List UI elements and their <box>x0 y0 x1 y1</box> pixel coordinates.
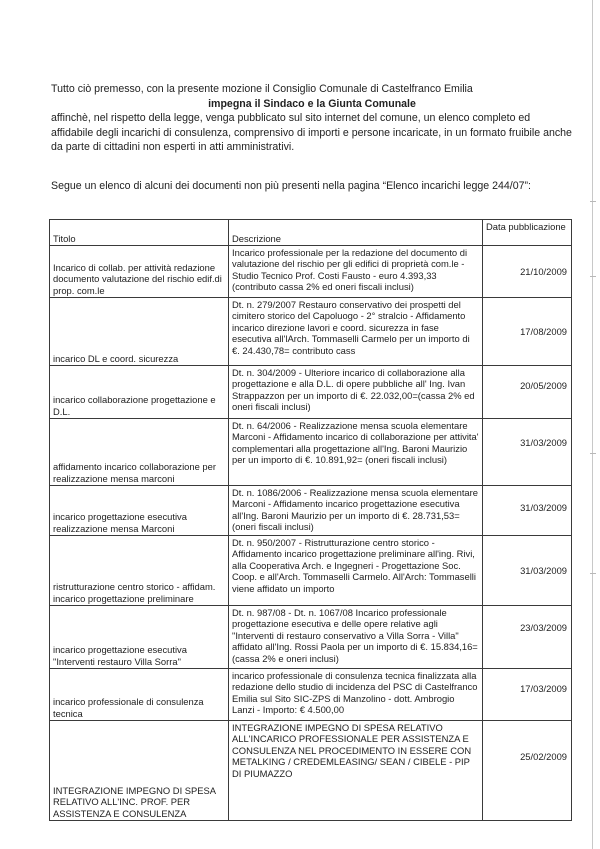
table-row <box>50 536 572 606</box>
cell-titolo: incarico professionale di consulenza tecnica <box>50 669 229 721</box>
cell-data: 20/05/2009 <box>483 366 572 419</box>
scan-edge-tick <box>590 573 596 574</box>
table-row <box>50 366 572 419</box>
cell-titolo: affidamento incarico collaborazione per realizzazione mensa marconi <box>50 419 229 486</box>
cell-descrizione: Dt. n. 987/08 - Dt. n. 1067/08 Incarico professionale progettazione esecutiva e delle opere relative agli "Interventi di restauro conservativo a Villa Sorra - Villa" affidato all'Ing. Rossi Paola per un importo di €. 15.834,16= (cassa 2% e oneri inclusi) <box>229 606 483 669</box>
cell-data: 17/03/2009 <box>483 669 572 721</box>
cell-descrizione: Dt. n. 64/2006 - Realizzazione mensa scuola elementare Marconi - Affidamento incarico di collaborazione per attivita' complementari alla progettazione all'Ing. Baroni Maurizio per un importo di €. 10.891,92= (oneri fiscali inclusi) <box>229 419 483 486</box>
table-row <box>50 246 572 298</box>
table-row <box>50 721 572 821</box>
cell-data: 17/08/2009 <box>483 298 572 366</box>
cell-titolo: incarico DL e coord. sicurezza <box>50 298 229 366</box>
scan-edge-line <box>592 0 593 849</box>
cell-data: 21/10/2009 <box>483 246 572 298</box>
cell-descrizione: INTEGRAZIONE IMPEGNO DI SPESA RELATIVO ALL'INCARICO PROFESSIONALE PER ASSISTENZA E CONSULENZA NEL PROCEDIMENTO IN ESSERE CON METALKING / CREDEMLEASING/ SEAN / CIBELE - PIP DI PIUMAZZO <box>229 721 483 821</box>
cell-data: 31/03/2009 <box>483 486 572 536</box>
cell-descrizione: Dt. n. 950/2007 - Ristrutturazione centro storico - Affidamento incarico progettazione preliminare all'ing. Rivi, alla Cooperativa Arch. e Ingegneri - Progettazione Soc. Coop. e all'Arch. Tommaselli Carmelo. All'Arch: Tommaselli viene affidato un importo <box>229 536 483 606</box>
table-row <box>50 606 572 669</box>
table-row <box>50 419 572 486</box>
scan-edge-tick <box>590 201 596 202</box>
table-row <box>50 669 572 721</box>
cell-descrizione: Incarico professionale per la redazione del documento di valutazione del rischio per gli edifici di proprietà com.le - Studio Tecnico Prof. Costi Fausto - euro 4.393,33 (contributo cassa 2% ed oneri fiscali inclusi) <box>229 246 483 298</box>
cell-data: 25/02/2009 <box>483 721 572 821</box>
cell-titolo: Incarico di collab. per attività redazione documento valutazione del rischio edif.di prop. com.le <box>50 246 229 298</box>
intro-heading: impegna il Sindaco e la Giunta Comunale <box>208 97 416 110</box>
cell-descrizione: Dt. n. 279/2007 Restauro conservativo dei prospetti del cimitero storico del Capoluogo - 2° stralcio - Affidamento incarico direzione lavori e coord. sicurezza in fase esecutiva all'lArch. Tommaselli Carmelo per un importo di €. 24.430,78= contributo cass <box>229 298 483 366</box>
scan-edge-tick <box>590 276 596 277</box>
cell-titolo: INTEGRAZIONE IMPEGNO DI SPESA RELATIVO ALL'INC. PROF. PER ASSISTENZA E CONSULENZA <box>50 721 229 821</box>
table-row <box>50 298 572 366</box>
intro-paragraph: affinchè, nel rispetto della legge, venga pubblicato sul sito internet del comune, un elenco completo ed affidabile degli incarichi di consulenza, comprensivo di importi e persone incaricate, in un formato fruibile anche da parte di cittadini non esperti in atti amministrativi. <box>51 112 572 153</box>
cell-data: 23/03/2009 <box>483 606 572 669</box>
cell-titolo: incarico collaborazione progettazione e D.L. <box>50 366 229 419</box>
intro-line: Tutto ciò premesso, con la presente mozione il Consiglio Comunale di Castelfranco Emilia <box>51 83 473 95</box>
list-intro-text: Segue un elenco di alcuni dei documenti non più presenti nella pagina “Elenco incarichi legge 244/07”: <box>51 180 531 192</box>
header-descrizione: Descrizione <box>229 220 483 246</box>
header-data: Data pubblicazione <box>483 220 572 246</box>
table-header-row <box>50 220 572 246</box>
cell-data: 31/03/2009 <box>483 536 572 606</box>
cell-descrizione: Dt. n. 304/2009 - Ulteriore incarico di collaborazione alla progettazione e alla D.L. di opere pubbliche all' Ing. Ivan Strappazzon per un importo di €. 22.032,00=(cassa 2% ed oneri fiscali inclusi) <box>229 366 483 419</box>
cell-titolo: incarico progettazione esecutiva realizzazione mensa Marconi <box>50 486 229 536</box>
scan-edge-tick <box>590 453 596 454</box>
cell-titolo: incarico progettazione esecutiva "Interventi restauro Villa Sorra" <box>50 606 229 669</box>
cell-titolo: ristrutturazione centro storico - affidam. incarico progettazione preliminare <box>50 536 229 606</box>
table-row <box>50 486 572 536</box>
cell-descrizione: incarico professionale di consulenza tecnica finalizzata alla redazione dello studio di incidenza del PSC di Castelfranco Emilia sul Sito SIC-ZPS di Manzolino - dott. Ambrogio Lanzi - Importo: € 4.500,00 <box>229 669 483 721</box>
cell-data: 31/03/2009 <box>483 419 572 486</box>
cell-descrizione: Dt. n. 1086/2006 - Realizzazione mensa scuola elementare Marconi - Affidamento incarico progettazione esecutiva all'Ing. Baroni Maurizio per un importo di €. 28.731,53= (oneri fiscali inclusi) <box>229 486 483 536</box>
header-titolo: Titolo <box>50 220 229 246</box>
incarichi-table <box>49 219 572 821</box>
intro-section <box>51 82 573 155</box>
